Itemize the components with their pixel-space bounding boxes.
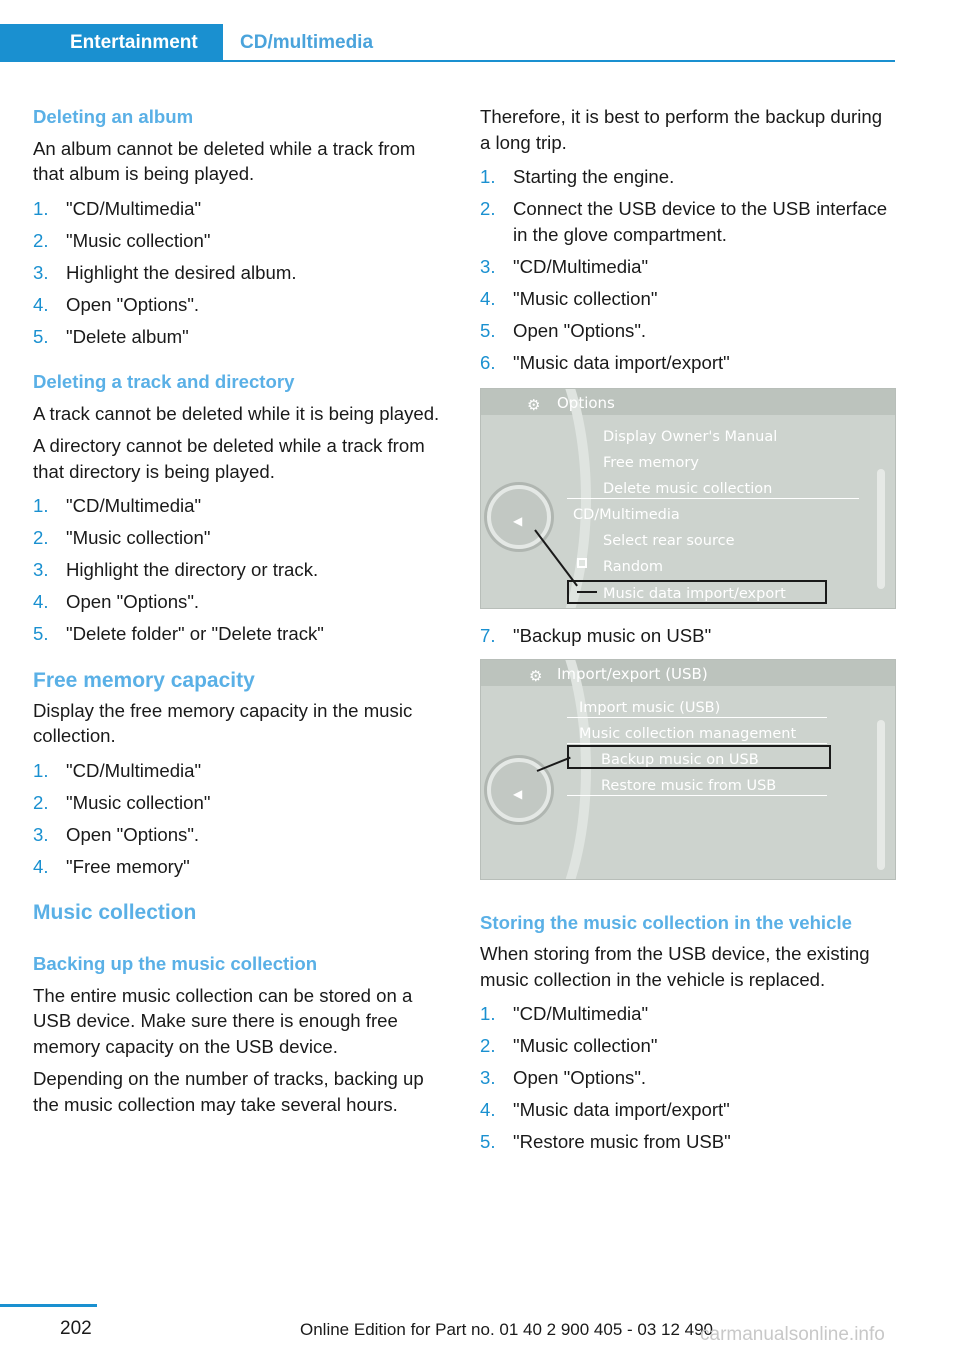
menu-item: Free memory [603,455,699,471]
list-item: 6. "Music data import/export" [480,351,730,373]
controller-knob-icon: ◀ [487,485,551,549]
list-item: 3. "CD/Multimedia" [480,255,649,277]
heading-backing-up: Backing up the music collection [33,953,318,974]
text-backing-up-1: The entire music collection can be stored on a USB device. Make sure there is enough free memory capacity on the USB device. [33,984,413,1057]
text-deleting-album: An album cannot be deleted while a track from that album is being played. [33,137,416,184]
list-item: 5. "Restore music from USB" [480,1131,731,1152]
steps-storing-collection [480,1001,896,1155]
watermark: carmanualsonline.info [700,1324,885,1345]
list-item: 1. "CD/Multimedia" [480,1003,649,1024]
menu-item: Music collection management [579,725,797,742]
heading-deleting-track: Deleting a track and directory [33,371,295,392]
heading-storing-collection: Storing the music collection in the vehicle [480,911,852,933]
tab-cd-multimedia[interactable]: CD/multimedia [240,32,374,53]
steps-free-memory [33,758,451,880]
import-export-screenshot [480,659,896,880]
menu-item: Random [603,559,664,575]
menu-item: Restore music from USB [601,777,777,794]
divider [567,498,859,499]
text-free-memory: Display the free memory capacity in the music collection. [33,699,413,746]
divider [567,717,827,718]
list-item: 4. "Music collection" [480,287,658,309]
steps-backup-7 [480,623,896,649]
list-item: 2. "Music collection" [33,229,211,251]
list-item: 4. Open "Options". [33,293,200,315]
tab-entertainment[interactable]: Entertainment [0,24,223,61]
right-column [480,104,896,1168]
menu-group-label: CD/Multimedia [573,507,680,523]
steps-backup [480,164,896,375]
list-item: 5. "Delete folder" or "Delete track" [33,623,324,644]
list-item: 3. Open "Options". [33,823,200,845]
list-item: 2. "Music collection" [33,527,211,548]
text-deleting-track-1: A track cannot be deleted while it is being played. [33,402,440,424]
heading-deleting-album: Deleting an album [33,106,194,127]
leader-line [577,591,597,593]
list-item: 4. "Music data import/export" [480,1099,730,1120]
page-number: 202 [60,1318,92,1339]
list-item: 4. "Free memory" [33,855,190,877]
list-item: 5. "Delete album" [33,325,189,347]
screen-title: Import/export (USB) [557,664,708,683]
text-storing-collection: When storing from the USB device, the existing music collection in the vehicle is replaced. [480,943,870,990]
divider [567,743,827,744]
options-menu-screenshot [480,388,896,609]
list-item: 4. Open "Options". [33,591,200,612]
steps-deleting-track [33,493,451,647]
list-item: 7. "Backup music on USB" [480,625,712,646]
scrollbar [877,720,885,870]
highlight-box [567,745,831,769]
list-item: 1. "CD/Multimedia" [33,759,202,781]
options-icon: ⚙ [529,666,543,685]
list-item: 2. Connect the USB device to the USB interface in the glove compartment. [480,198,888,245]
list-item: 3. Highlight the directory or track. [33,559,319,580]
list-item: 5. Open "Options". [480,319,647,341]
list-item: 3. Open "Options". [480,1067,647,1088]
steps-deleting-album [33,196,451,350]
list-item: 1. Starting the engine. [480,166,675,187]
menu-item: Delete music collection [603,481,773,497]
menu-item-highlighted: Backup music on USB [601,751,759,768]
controller-knob-icon: ◀ [487,758,551,822]
scrollbar [877,469,885,589]
header-rule [0,60,895,62]
text-backup-intro: Therefore, it is best to perform the backup during a long trip. [480,106,883,153]
checkbox-icon [577,558,587,568]
menu-item-highlighted: Music data import/export [603,586,786,602]
list-item: 1. "CD/Multimedia" [33,197,202,219]
text-deleting-track-2: A directory cannot be deleted while a track from that directory is being played. [33,435,425,482]
text-backing-up-2: Depending on the number of tracks, backing up the music collection may take several hours. [33,1068,424,1115]
options-icon: ⚙ [527,396,541,414]
left-column [33,104,451,1124]
list-item: 3. Highlight the desired album. [33,261,297,283]
menu-item: Display Owner's Manual [603,429,778,445]
divider [567,795,827,796]
list-item: 2. "Music collection" [480,1035,658,1056]
highlight-box [567,580,827,604]
heading-free-memory: Free memory capacity [33,668,255,692]
menu-item: Import music (USB) [579,699,721,716]
heading-music-collection: Music collection [33,901,197,924]
screen-title: Options [557,394,615,412]
footer-rule [0,1304,97,1307]
list-item: 1. "CD/Multimedia" [33,495,202,516]
menu-item: Select rear source [603,533,735,549]
list-item: 2. "Music collection" [33,791,211,813]
edition-note: Online Edition for Part no. 01 40 2 900 405 - 03 12 490 [300,1320,714,1339]
